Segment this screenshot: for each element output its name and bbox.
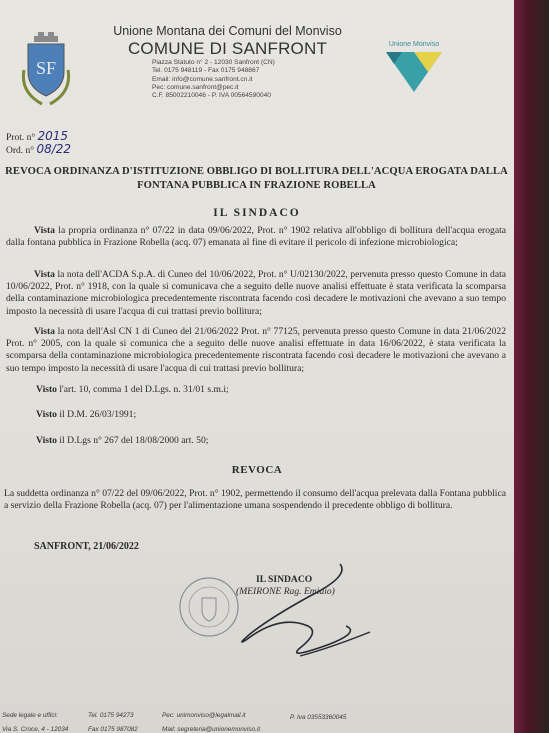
contact-line: Email: info@comune.sanfront.cn.it xyxy=(152,75,253,83)
municipality-name: COMUNE DI SANFRONT xyxy=(127,39,328,58)
unione-monviso-logo-icon xyxy=(378,36,450,94)
footer-fax: Fax 0175 987082 xyxy=(88,726,138,733)
signer-name: (MEIRONE Rag. Emidio) xyxy=(236,586,335,597)
ord-number: 08/22 xyxy=(36,142,72,156)
issuer-heading: IL SINDACO xyxy=(213,207,301,219)
place-date: SANFRONT, 21/06/2022 xyxy=(34,541,139,552)
footer-tel: Tel. 0175 94273 xyxy=(88,712,134,719)
prot-label: Prot. n° xyxy=(6,133,36,143)
contact-block xyxy=(152,59,342,100)
letterhead xyxy=(100,24,355,58)
union-name: Unione Montana dei Comuni del Monviso xyxy=(113,24,342,38)
handwritten-signature-icon xyxy=(190,556,390,676)
footer-pec: Pec: unimonviso@legalmail.it xyxy=(162,712,246,719)
footer-piva: P. Iva 03553360045 xyxy=(290,714,347,721)
footer-mail: Mail: segreteria@unionemonviso.it xyxy=(162,726,261,733)
legal-reference: Visto il D.M. 26/03/1991; xyxy=(36,409,137,420)
footer-address: Via S. Croce, 4 - 12034 xyxy=(2,726,69,733)
legal-reference: Visto il D.Lgs n° 267 del 18/08/2000 art. 50; xyxy=(36,435,209,446)
footer-seat-label: Sede legale e uffici: xyxy=(2,712,58,719)
premise-paragraph: Vista la propria ordinanza n° 07/22 in data 09/06/2022, Prot. n° 1902 relativa all'obbligo di bollitura dell'acqua erogata dalla fontana pubblica in Frazione Robella (acq. 07) emanata al fine di evitare il pericolo di infezione microbiologica; xyxy=(6,225,506,249)
revoca-heading: REVOCA xyxy=(231,464,283,476)
svg-text:Unione Monviso: Unione Monviso xyxy=(388,41,440,48)
premise-paragraph: Vista la nota dell'Asl CN 1 di Cuneo del 21/06/2022 Prot. n° 77125, pervenuta presso questo Comune in data 21/06/2022 Prot. n° 2005, con la quale si comunica che a seguito delle nuove analisi effettuate in data 16/06/2022, è stata verificata la scomparsa della contaminazione microbiologica precedentemente riscontrata facendo così decadere le motivazioni che avevano a suo tempo imposto la necessità di usare l'acqua di cui trattasi previo bollitura; xyxy=(6,326,506,374)
revoca-paragraph: La suddetta ordinanza n° 07/22 del 09/06/2022, Prot. n° 1902, permettendo il consumo dell'acqua prelevata dalla Fontana pubblica a servizio della Frazione Robella (acq. 07) per l'alimentazione umana sospendendo il precedente obbligo di bollitura. xyxy=(4,488,506,512)
contact-line: Piazza Statuto n° 2 - 12030 Sanfront (CN) xyxy=(152,59,275,66)
signer-title: IL SINDACO xyxy=(256,574,313,585)
background-edge xyxy=(514,0,549,733)
contact-line: C.F. 85002210046 - P. IVA 00564590040 xyxy=(152,92,271,100)
document-title: REVOCA ORDINANZA D'ISTITUZIONE OBBLIGO DI BOLLITURA DELL'ACQUA EROGATA DALLA FONTANA PUBBLICA IN FRAZIONE ROBELLA xyxy=(5,166,508,191)
prot-number: 2015 xyxy=(37,129,69,143)
premise-paragraph: Vista la nota dell'ACDA S.p.A. di Cuneo del 10/06/2022, Prot. n° U/02130/2022, pervenuta presso questo Comune in data 10/06/2022, Prot. n° 1918, con la quale si comunicava che a seguito delle nuove analisi effettuate è stata verificata la scomparsa della contaminazione microbiologica precedentemente riscontrata facendo così decadere le motivazioni che avevano a suo tempo imposto la necessità di usare l'acqua di cui trattasi previo bollitura; xyxy=(6,269,506,317)
legal-reference: Visto l'art. 10, comma 1 del D.Lgs. n. 31/01 s.m.i; xyxy=(36,384,229,395)
svg-text:SF: SF xyxy=(35,58,57,78)
protocol-block xyxy=(6,131,71,157)
ord-label: Ord. n° xyxy=(6,146,35,156)
contact-line: Pec: comune.sanfront@pec.it xyxy=(152,83,239,91)
municipal-crest-icon xyxy=(20,30,72,110)
contact-line: Tel. 0175 948119 - Fax 0175 948867 xyxy=(152,67,260,75)
